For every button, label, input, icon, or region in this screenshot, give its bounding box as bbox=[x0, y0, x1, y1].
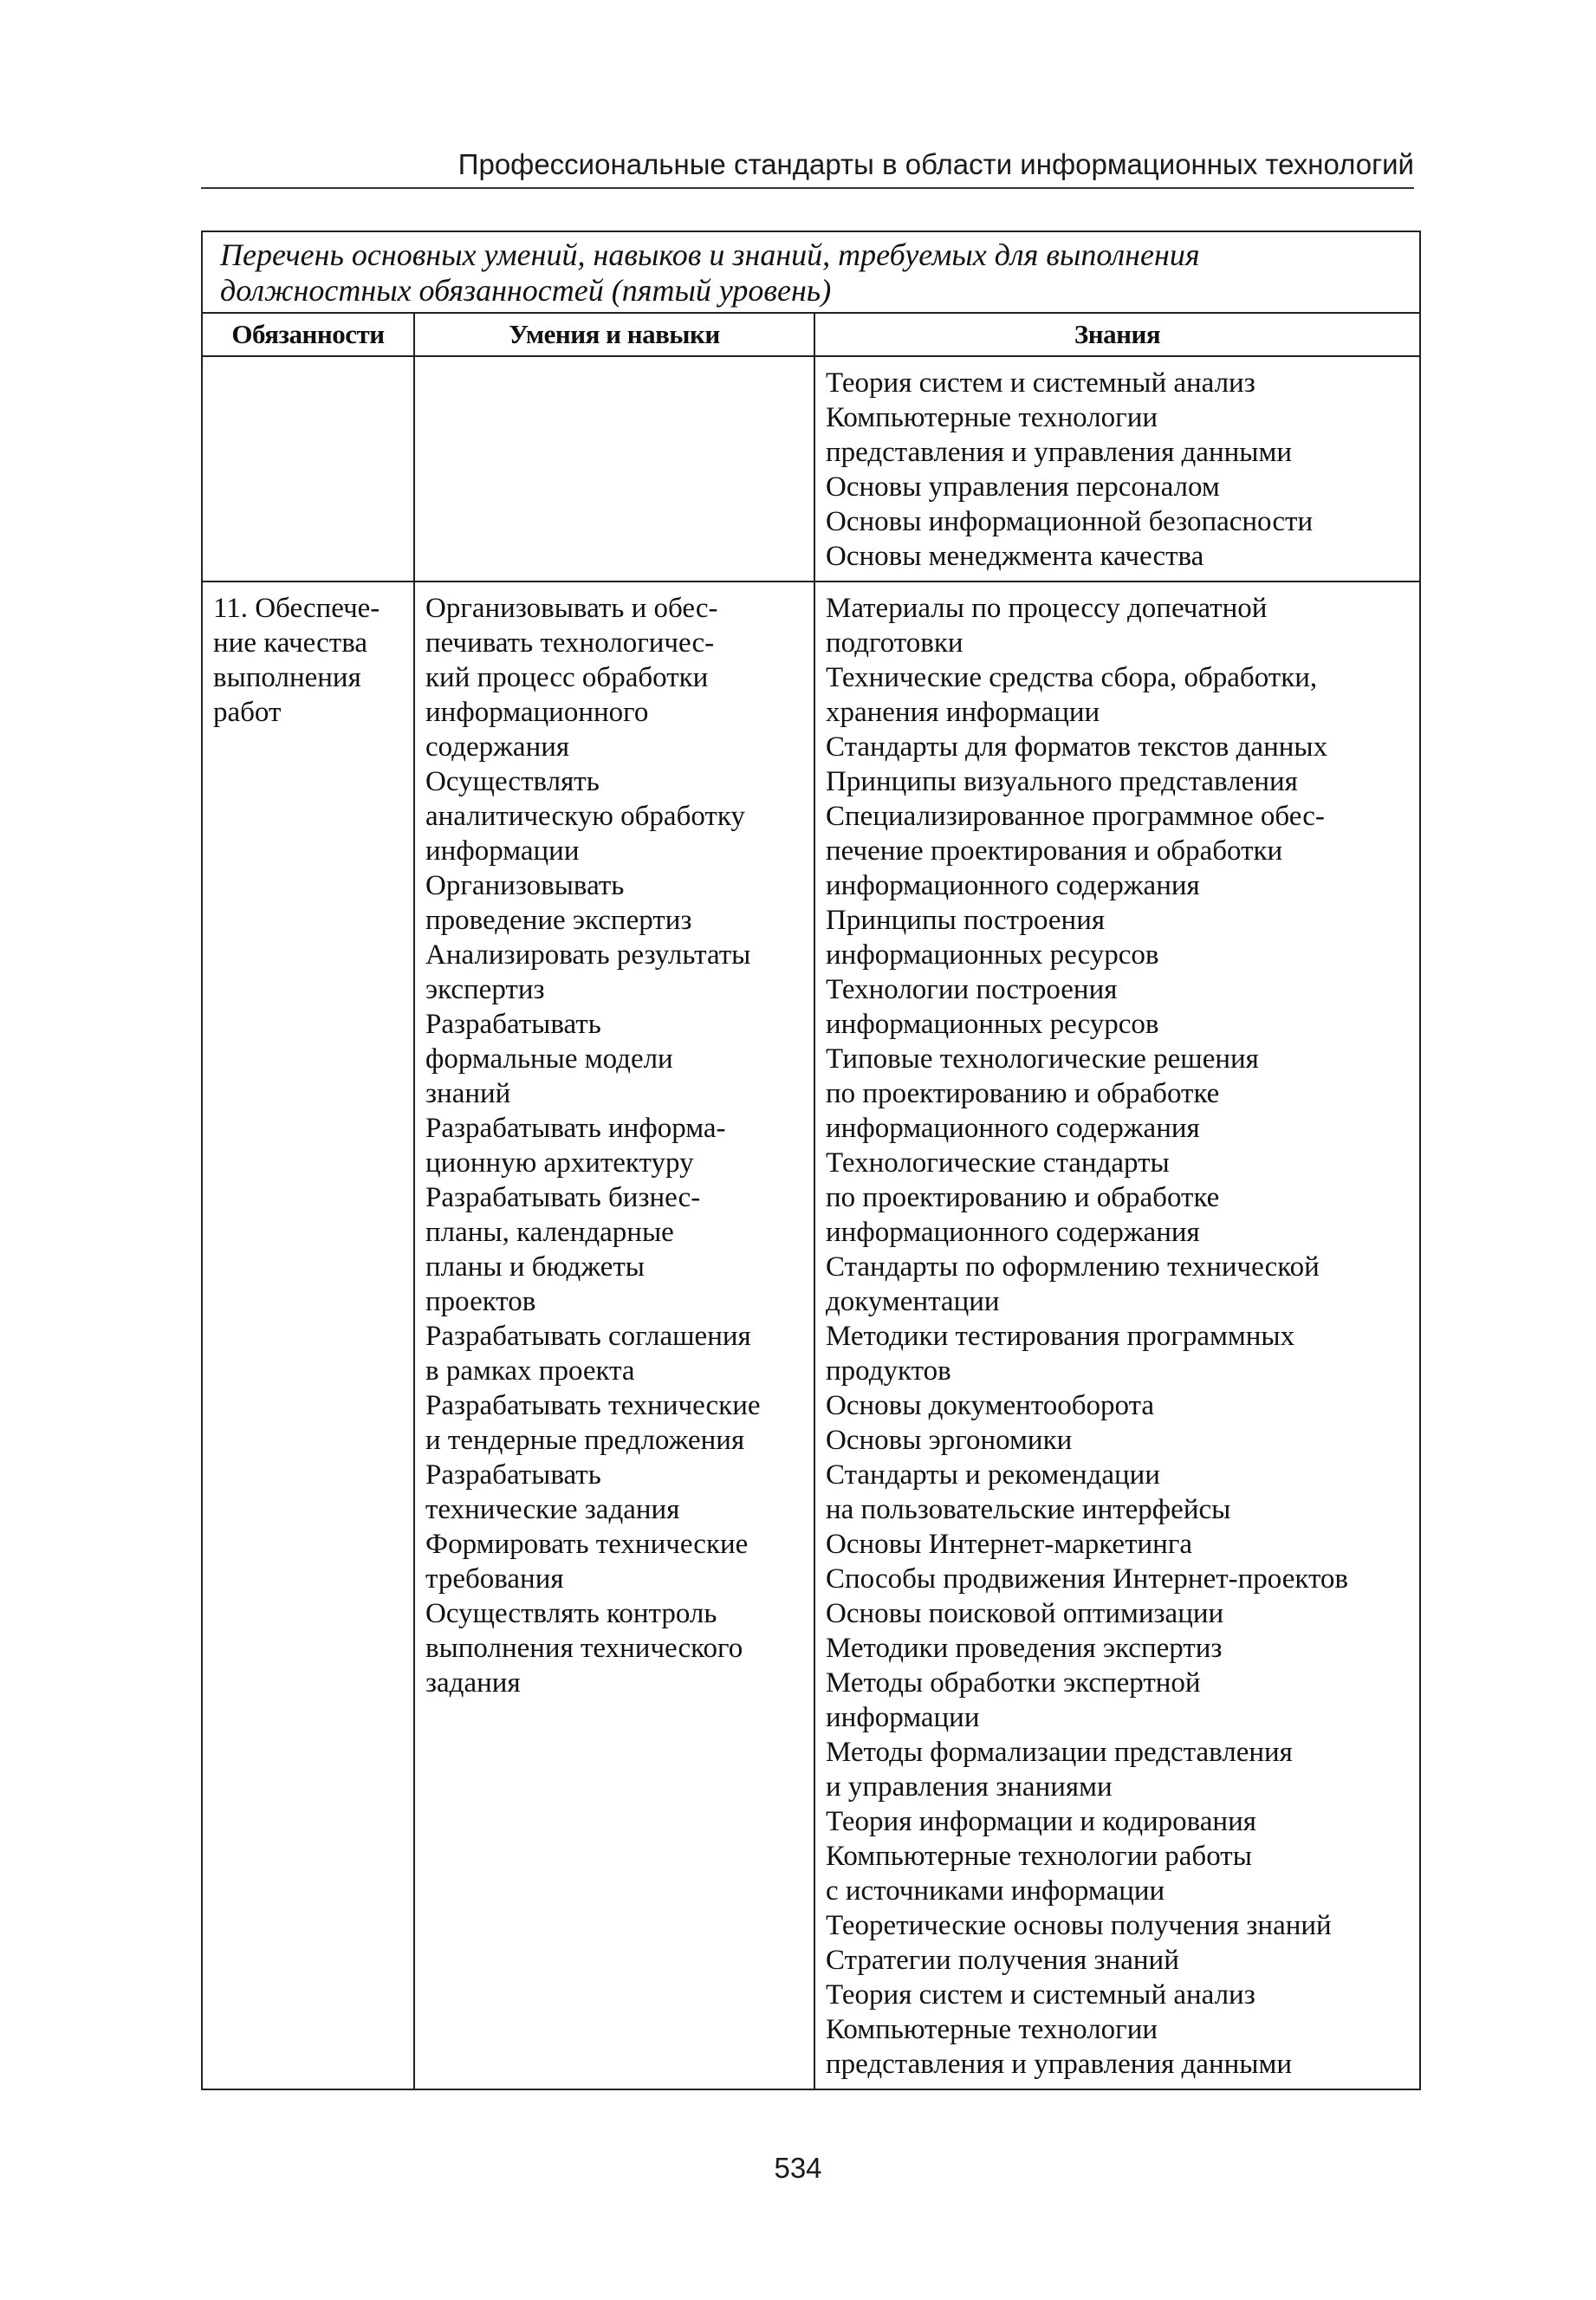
cell-line: Основы менеджмента качества bbox=[826, 541, 1204, 572]
competency-table bbox=[201, 231, 1421, 2090]
cell-line: подготовки bbox=[826, 627, 963, 659]
cell-line: Стандарты и рекомендации bbox=[826, 1459, 1160, 1491]
cell-line: Технические средства сбора, обработки, bbox=[826, 662, 1318, 693]
cell-line: Принципы визуального представления bbox=[826, 766, 1298, 797]
cell-line: Стандарты по оформлению технической bbox=[826, 1251, 1320, 1283]
cell-line: Стратегии получения знаний bbox=[826, 1945, 1179, 1976]
cell-line: Теория систем и системный анализ bbox=[826, 1979, 1255, 2011]
cell-line: на пользовательские интерфейсы bbox=[826, 1494, 1231, 1525]
cell-line: продуктов bbox=[826, 1355, 951, 1387]
cell-line: и тендерные предложения bbox=[425, 1425, 745, 1456]
cell-line: информационного содержания bbox=[826, 870, 1200, 901]
cell-line: экспертиз bbox=[425, 974, 545, 1005]
caption-line: должностных обязанностей (пятый уровень) bbox=[220, 273, 832, 308]
cell-line: Разрабатывать bbox=[425, 1009, 601, 1040]
cell-line: выполнения bbox=[213, 662, 361, 693]
cell-line: кий процесс обработки bbox=[425, 662, 709, 693]
cell-line: Теоретические основы получения знаний bbox=[826, 1910, 1332, 1941]
cell-line: ционную архитектуру bbox=[425, 1147, 694, 1179]
cell-line: Осуществлять контроль bbox=[425, 1598, 717, 1629]
cell-line: выполнения технического bbox=[425, 1633, 743, 1664]
cell-line: печивать технологичес- bbox=[425, 627, 715, 659]
knowledge-cell bbox=[814, 581, 1420, 2089]
cell-line: информации bbox=[425, 835, 580, 867]
cell-line: аналитическую обработку bbox=[425, 801, 745, 832]
cell-line: работ bbox=[213, 697, 282, 728]
cell-line: Способы продвижения Интернет-проектов bbox=[826, 1563, 1349, 1595]
cell-line: требования bbox=[425, 1563, 564, 1595]
skills-cell bbox=[414, 581, 814, 2089]
cell-line: Осуществлять bbox=[425, 766, 600, 797]
cell-line: Компьютерные технологии работы bbox=[826, 1841, 1252, 1872]
cell-line: Организовывать и обес- bbox=[425, 593, 718, 624]
cell-line: содержания bbox=[425, 731, 570, 763]
cell-line: Методики проведения экспертиз bbox=[826, 1633, 1223, 1664]
cell-line: Разрабатывать информа- bbox=[425, 1113, 726, 1144]
running-header-text: Профессиональные стандарты в области информационных технологий bbox=[457, 148, 1414, 180]
table-row bbox=[202, 581, 1420, 2089]
cell-line: 11. Обеспече- bbox=[213, 593, 380, 624]
knowledge-cell bbox=[814, 356, 1420, 581]
cell-line: Основы поисковой оптимизации bbox=[826, 1598, 1224, 1629]
cell-line: Технологические стандарты bbox=[826, 1147, 1170, 1179]
cell-line: хранения информации bbox=[826, 697, 1100, 728]
cell-line: Основы Интернет-маркетинга bbox=[826, 1529, 1193, 1560]
cell-line: Теория систем и системный анализ bbox=[826, 367, 1255, 399]
cell-line: Методы формализации представления bbox=[826, 1737, 1293, 1768]
cell-line: информационных ресурсов bbox=[826, 1009, 1159, 1040]
skills-cell bbox=[414, 356, 814, 581]
cell-line: по проектированию и обработке bbox=[826, 1078, 1220, 1109]
cell-line: Основы эргономики bbox=[826, 1425, 1073, 1456]
duties-cell bbox=[202, 356, 414, 581]
cell-line: Формировать технические bbox=[425, 1529, 749, 1560]
column-header-duties: Обязанности bbox=[202, 313, 414, 356]
cell-line: информационного содержания bbox=[826, 1217, 1200, 1248]
cell-line: Разрабатывать bbox=[425, 1459, 601, 1491]
cell-line: проектов bbox=[425, 1286, 536, 1317]
table-caption bbox=[202, 231, 1420, 313]
column-header-knowledge: Знания bbox=[814, 313, 1420, 356]
cell-line: представления и управления данными bbox=[826, 437, 1292, 468]
cell-line: печение проектирования и обработки bbox=[826, 835, 1283, 867]
cell-line: формальные модели bbox=[425, 1043, 673, 1075]
cell-line: Теория информации и кодирования bbox=[826, 1806, 1256, 1837]
cell-line: Основы управления персоналом bbox=[826, 471, 1220, 503]
cell-line: Компьютерные технологии bbox=[826, 402, 1158, 433]
cell-line: Компьютерные технологии bbox=[826, 2014, 1158, 2045]
cell-line: с источниками информации bbox=[826, 1875, 1165, 1907]
cell-line: Разрабатывать бизнес- bbox=[425, 1182, 701, 1213]
table-row bbox=[202, 356, 1420, 581]
cell-line: по проектированию и обработке bbox=[826, 1182, 1220, 1213]
cell-line: планы, календарные bbox=[425, 1217, 674, 1248]
cell-line: Основы документооборота bbox=[826, 1390, 1155, 1421]
cell-line: информационных ресурсов bbox=[826, 939, 1159, 971]
cell-line: Стандарты для форматов текстов данных bbox=[826, 731, 1328, 763]
running-header bbox=[201, 144, 1414, 189]
cell-line: проведение экспертиз bbox=[425, 905, 692, 936]
cell-line: знаний bbox=[425, 1078, 511, 1109]
cell-line: Разрабатывать соглашения bbox=[425, 1321, 751, 1352]
cell-line: Основы информационной безопасности bbox=[826, 506, 1314, 537]
table-caption-row bbox=[202, 231, 1420, 313]
cell-line: информации bbox=[826, 1702, 980, 1733]
cell-line: и управления знаниями bbox=[826, 1771, 1113, 1803]
cell-line: документации bbox=[826, 1286, 1000, 1317]
cell-line: информационного bbox=[425, 697, 649, 728]
cell-line: Методики тестирования программных bbox=[826, 1321, 1295, 1352]
cell-line: Принципы построения bbox=[826, 905, 1106, 936]
cell-line: планы и бюджеты bbox=[425, 1251, 645, 1283]
cell-line: ние качества bbox=[213, 627, 368, 659]
cell-line: задания bbox=[425, 1667, 521, 1699]
cell-line: Анализировать результаты bbox=[425, 939, 751, 971]
cell-line: Специализированное программное обес- bbox=[826, 801, 1325, 832]
cell-line: Материалы по процессу допечатной bbox=[826, 593, 1268, 624]
cell-line: Методы обработки экспертной bbox=[826, 1667, 1201, 1699]
duties-cell bbox=[202, 581, 414, 2089]
cell-line: Разрабатывать технические bbox=[425, 1390, 761, 1421]
column-header-skills: Умения и навыки bbox=[414, 313, 814, 356]
cell-line: Типовые технологические решения bbox=[826, 1043, 1259, 1075]
cell-line: в рамках проекта bbox=[425, 1355, 635, 1387]
cell-line: Организовывать bbox=[425, 870, 625, 901]
cell-line: Технологии построения bbox=[826, 974, 1118, 1005]
cell-line: технические задания bbox=[425, 1494, 680, 1525]
caption-line: Перечень основных умений, навыков и знаний, требуемых для выполнения bbox=[220, 237, 1200, 272]
page-number: 534 bbox=[774, 2152, 822, 2184]
cell-line: представления и управления данными bbox=[826, 2049, 1292, 2080]
table-header-row bbox=[202, 313, 1420, 356]
cell-line: информационного содержания bbox=[826, 1113, 1200, 1144]
